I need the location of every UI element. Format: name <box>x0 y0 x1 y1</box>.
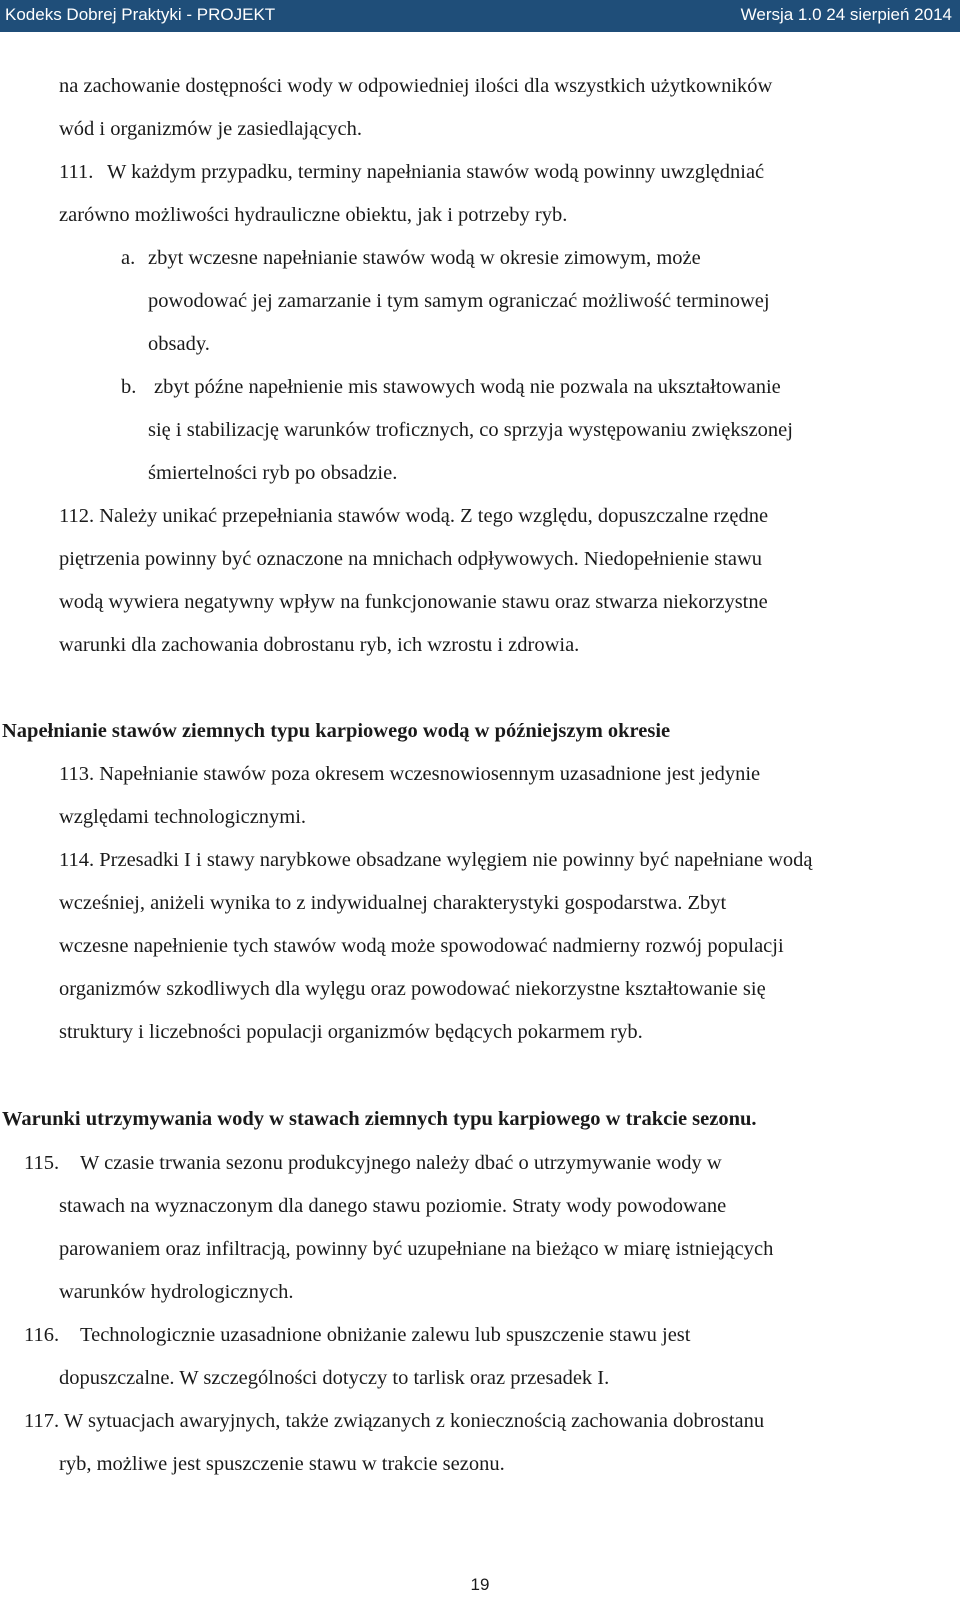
paragraph-line: wód i organizmów je zasiedlających. <box>59 118 363 140</box>
section-heading: Napełnianie stawów ziemnych typu karpiowego wodą w późniejszym okresie <box>2 720 671 742</box>
document-title: Kodeks Dobrej Praktyki - PROJEKT <box>5 5 276 24</box>
paragraph-number: 116. <box>24 1324 60 1346</box>
paragraph-line: W każdym przypadku, terminy napełniania stawów wodą powinny uwzględniać <box>107 161 765 183</box>
list-item-line: zbyt wczesne napełnianie stawów wodą w okresie zimowym, może <box>148 247 701 269</box>
document-version: Wersja 1.0 24 sierpień 2014 <box>740 5 952 24</box>
paragraph-line: wczesne napełnienie tych stawów wodą może spowodować nadmierny rozwój populacji <box>59 935 784 957</box>
list-label: a. <box>121 247 136 269</box>
paragraph-line: 112. Należy unikać przepełniania stawów wodą. Z tego względu, dopuszczalne rzędne <box>59 505 769 527</box>
paragraph-line: organizmów szkodliwych dla wylęgu oraz powodować niekorzystne kształtowanie się <box>59 978 766 1000</box>
paragraph-line: struktury i liczebności populacji organizmów będących pokarmem ryb. <box>59 1021 643 1043</box>
paragraph-line: na zachowanie dostępności wody w odpowiedniej ilości dla wszystkich użytkowników <box>59 75 773 97</box>
paragraph-line: 114. Przesadki I i stawy narybkowe obsadzane wylęgiem nie powinny być napełniane wodą <box>59 849 813 871</box>
paragraph-line: 117. W sytuacjach awaryjnych, także związanych z koniecznością zachowania dobrostanu <box>24 1410 765 1432</box>
document-header <box>0 0 960 32</box>
paragraph-line: stawach na wyznaczonym dla danego stawu poziomie. Straty wody powodowane <box>59 1195 727 1217</box>
paragraph-line: Technologicznie uzasadnione obniżanie zalewu lub spuszczenie stawu jest <box>80 1324 691 1346</box>
list-label: b. <box>121 376 137 398</box>
page-number: 19 <box>470 1575 490 1594</box>
paragraph-line: piętrzenia powinny być oznaczone na mnichach odpływowych. Niedopełnienie stawu <box>59 548 763 570</box>
paragraph-line: zarówno możliwości hydrauliczne obiektu, jak i potrzeby ryb. <box>59 204 568 226</box>
paragraph-number: 111. <box>59 161 94 183</box>
paragraph-line: parowaniem oraz infiltracją, powinny być uzupełniane na bieżąco w miarę istniejących <box>59 1238 774 1260</box>
paragraph-line: wodą wywiera negatywny wpływ na funkcjonowanie stawu oraz stwarza niekorzystne <box>59 591 768 613</box>
list-item-line: się i stabilizację warunków troficznych, co sprzyja występowaniu zwiększonej <box>148 419 793 441</box>
paragraph-line: ryb, możliwe jest spuszczenie stawu w trakcie sezonu. <box>59 1453 505 1475</box>
paragraph-number: 115. <box>24 1152 60 1174</box>
list-item-line: obsady. <box>148 333 210 355</box>
paragraph-line: warunki dla zachowania dobrostanu ryb, ich wzrostu i zdrowia. <box>59 634 580 656</box>
list-item-line: śmiertelności ryb po obsadzie. <box>148 462 398 484</box>
list-item-line: zbyt późne napełnienie mis stawowych wodą nie pozwala na ukształtowanie <box>154 376 781 398</box>
paragraph-line: warunków hydrologicznych. <box>59 1281 294 1303</box>
paragraph-line: W czasie trwania sezonu produkcyjnego należy dbać o utrzymywanie wody w <box>80 1152 722 1174</box>
list-item-line: powodować jej zamarzanie i tym samym ograniczać możliwość terminowej <box>148 290 770 312</box>
paragraph-line: względami technologicznymi. <box>59 806 307 828</box>
paragraph-line: dopuszczalne. W szczególności dotyczy to tarlisk oraz przesadek I. <box>59 1367 610 1389</box>
section-heading: Warunki utrzymywania wody w stawach ziemnych typu karpiowego w trakcie sezonu. <box>2 1108 757 1130</box>
paragraph-line: 113. Napełnianie stawów poza okresem wczesnowiosennym uzasadnione jest jedynie <box>59 763 761 785</box>
paragraph-line: wcześniej, aniżeli wynika to z indywidualnej charakterystyki gospodarstwa. Zbyt <box>59 892 727 914</box>
